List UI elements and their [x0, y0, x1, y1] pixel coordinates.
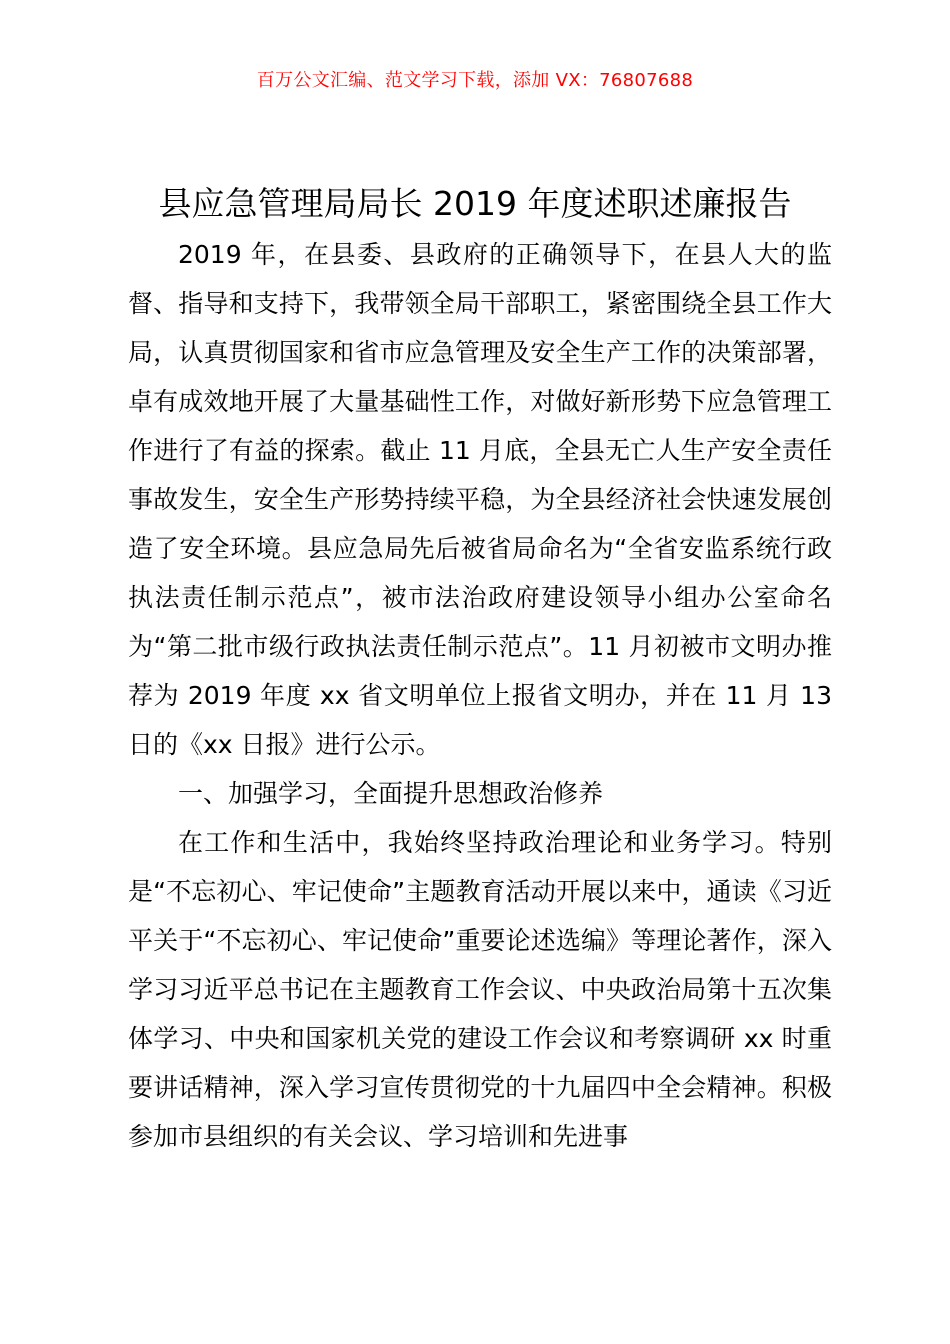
- section-heading-1: 一、加强学习，全面提升思想政治修养: [178, 779, 604, 808]
- document-title: 县应急管理局局长 2019 年度述职述廉报告: [158, 184, 792, 223]
- paragraph-intro: 2019 年，在县委、县政府的正确领导下，在县人大的监督、指导和支持下，我带领全局干部职工，紧密围绕全县工作大局，认真贯彻国家和省市应急管理及安全生产工作的决策部署，卓有成效地开展了大量基础性工作，对做好新形势下应急管理工作进行了有益的探索。截止 11 月底，全县无亡人生产安全责任事故发生，安全生产形势持续平稳，为全县经济社会快速发展创造了安全环境。县应急局先后被省局命名为“全省安监系统行政执法责任制示范点”，被市法治政府建设领导小组办公室命名为“第二批市级行政执法责任制示范点”。11 月初被市文明办推荐为 2019 年度 xx 省文明单位上报省文明办，并在 11 月 13 日的《xx 日报》进行公示。: [128, 240, 832, 759]
- header-notice: 百万公文汇编、范文学习下载，添加 VX：76807688: [256, 70, 694, 91]
- document-body: [128, 230, 832, 1161]
- paragraph-study: 在工作和生活中，我始终坚持政治理论和业务学习。特别是“不忘初心、牢记使命”主题教育活动开展以来中，通读《习近平关于“不忘初心、牢记使命”重要论述选编》等理论著作，深入学习习近平总书记在主题教育工作会议、中央政治局第十五次集体学习、中央和国家机关党的建设工作会议和考察调研 xx 时重要讲话精神，深入学习宣传贯彻党的十九届四中全会精神。积极参加市县组织的有关会议、学习培训和先进事: [128, 828, 832, 1151]
